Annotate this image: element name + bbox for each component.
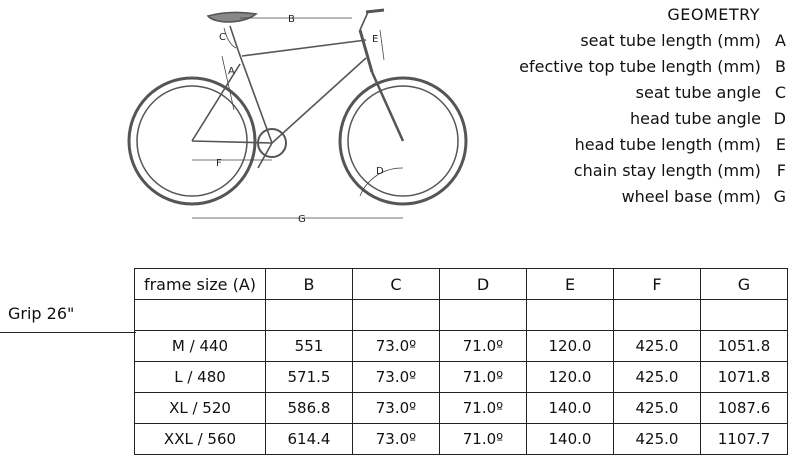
table-cell: 571.5	[266, 362, 353, 393]
legend-item-label: seat tube length (mm)	[580, 31, 761, 50]
table-cell: 425.0	[614, 362, 701, 393]
dim-label-f: F	[216, 158, 222, 169]
legend-item-key: D	[773, 109, 786, 128]
table-cell: 73.0º	[353, 362, 440, 393]
table-cell: 71.0º	[440, 331, 527, 362]
table-cell: 140.0	[527, 393, 614, 424]
table-cell: 425.0	[614, 331, 701, 362]
table-cell: 73.0º	[353, 424, 440, 455]
legend-item-label: chain stay length (mm)	[573, 161, 761, 180]
table-row	[135, 362, 788, 393]
legend-item-label: wheel base (mm)	[621, 187, 761, 206]
table-cell: 73.0º	[353, 331, 440, 362]
table-header: frame size (A)	[135, 269, 266, 300]
dim-label-e: E	[372, 34, 379, 45]
legend-item-key: B	[775, 57, 786, 76]
table-row	[135, 331, 788, 362]
geometry-legend	[519, 2, 786, 210]
legend-item-key: C	[774, 83, 786, 102]
table-row	[135, 393, 788, 424]
table-header: E	[527, 269, 614, 300]
legend-item	[519, 80, 786, 106]
dim-label-a: A	[228, 66, 235, 77]
table-header-row	[135, 269, 788, 300]
table-row-empty	[135, 300, 788, 331]
legend-item-label: head tube length (mm)	[574, 135, 761, 154]
legend-title: GEOMETRY	[667, 5, 760, 24]
table-cell: 1071.8	[701, 362, 788, 393]
legend-item	[519, 184, 786, 210]
table-header: C	[353, 269, 440, 300]
table-header: F	[614, 269, 701, 300]
table-cell: 614.4	[266, 424, 353, 455]
geometry-table	[134, 268, 788, 455]
table-cell: 120.0	[527, 331, 614, 362]
legend-item-label: seat tube angle	[635, 83, 761, 102]
table-header: G	[701, 269, 788, 300]
table-cell: 120.0	[527, 362, 614, 393]
legend-item	[519, 106, 786, 132]
legend-item	[519, 132, 786, 158]
dim-label-d: D	[376, 166, 384, 177]
model-name: Grip 26"	[8, 304, 75, 323]
legend-item	[519, 28, 786, 54]
table-cell: XXL / 560	[135, 424, 266, 455]
table-cell: 425.0	[614, 393, 701, 424]
table-cell: M / 440	[135, 331, 266, 362]
table-header: B	[266, 269, 353, 300]
table-cell: L / 480	[135, 362, 266, 393]
table-cell: 1087.6	[701, 393, 788, 424]
legend-item	[519, 158, 786, 184]
legend-item-key: G	[773, 187, 786, 206]
table-cell: 71.0º	[440, 424, 527, 455]
legend-item-label: head tube angle	[629, 109, 761, 128]
dim-label-g: G	[298, 214, 306, 225]
dim-label-b: B	[288, 14, 295, 25]
table-cell: XL / 520	[135, 393, 266, 424]
table-cell: 140.0	[527, 424, 614, 455]
table-header: D	[440, 269, 527, 300]
dim-label-c: C	[219, 32, 226, 43]
table-cell: 1051.8	[701, 331, 788, 362]
legend-item-key: F	[776, 161, 786, 180]
table-cell: 71.0º	[440, 393, 527, 424]
model-divider	[0, 332, 136, 333]
bike-geometry-diagram	[100, 0, 480, 235]
table-cell: 71.0º	[440, 362, 527, 393]
legend-item-key: A	[775, 31, 786, 50]
legend-item-key: E	[775, 135, 786, 154]
table-cell: 586.8	[266, 393, 353, 424]
table-row	[135, 424, 788, 455]
legend-item-label: efective top tube length (mm)	[519, 57, 761, 76]
table-cell: 551	[266, 331, 353, 362]
legend-item	[519, 54, 786, 80]
table-cell: 73.0º	[353, 393, 440, 424]
table-cell: 425.0	[614, 424, 701, 455]
table-cell: 1107.7	[701, 424, 788, 455]
